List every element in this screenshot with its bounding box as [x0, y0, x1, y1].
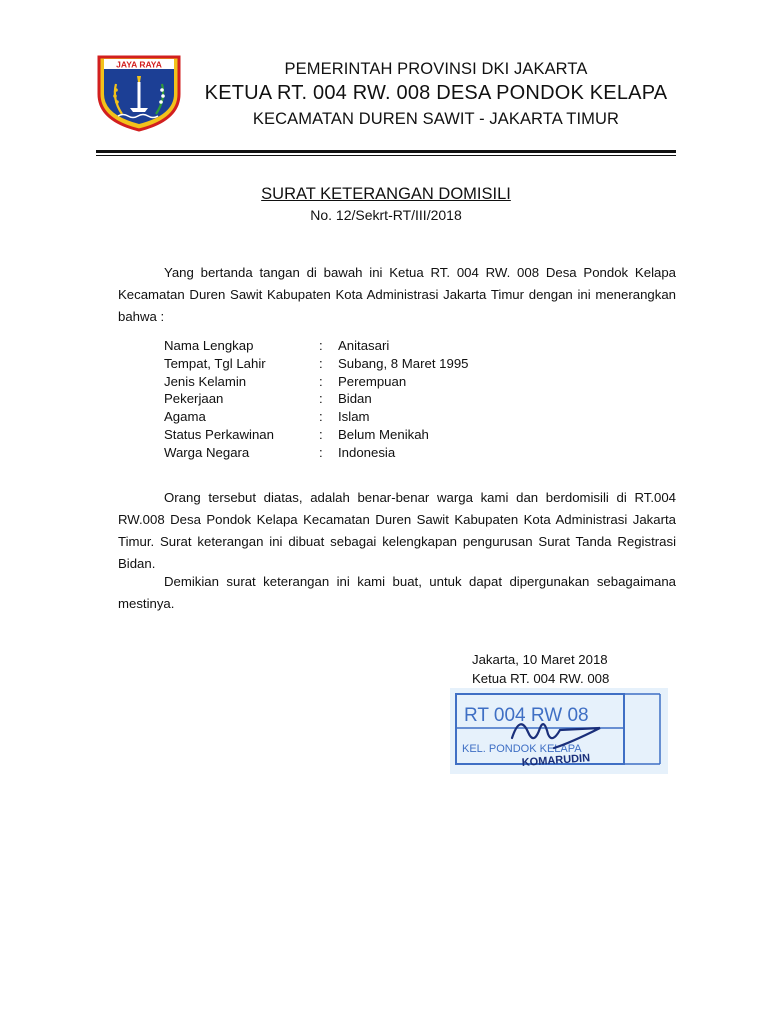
- closing-text: Demikian surat keterangan ini kami buat, untuk dapat dipergunakan sebagaimana mestinya.: [118, 574, 676, 611]
- field-value: Bidan: [338, 391, 372, 407]
- field-separator: :: [319, 338, 323, 353]
- signature-date: Jakarta, 10 Maret 2018: [472, 652, 608, 667]
- letterhead-province: PEMERINTAH PROVINSI DKI JAKARTA: [284, 60, 588, 78]
- field-label: Status Perkawinan: [164, 426, 274, 442]
- intro-text: Yang bertanda tangan di bawah ini Ketua RT. 004 RW. 008 Desa Pondok Kelapa Kecamatan Duren Sawit Kabupaten Kota Administrasi Jakarta Timur dengan ini menerangkan bahwa :: [118, 265, 676, 324]
- official-stamp: [450, 688, 668, 774]
- stamp-rt-rw-text: RT 004 RW 08: [464, 705, 589, 726]
- field-separator: :: [319, 355, 323, 371]
- field-separator: :: [319, 391, 323, 407]
- field-value: Anitasari: [338, 338, 390, 353]
- document-number: No. 12/Sekrt-RT/III/2018: [310, 207, 462, 223]
- field-row-gender: [164, 373, 584, 391]
- field-label: Pekerjaan: [164, 391, 224, 407]
- letterhead-divider-thick: [96, 150, 676, 153]
- dki-jakarta-emblem-logo: [96, 54, 182, 132]
- field-label: Jenis Kelamin: [164, 373, 247, 389]
- field-row-birth: [164, 355, 584, 373]
- stamp-kelurahan-text: KEL. PONDOK KELAPA: [462, 743, 582, 755]
- field-value: Subang, 8 Maret 1995: [338, 355, 469, 371]
- field-row-citizenship: [164, 444, 584, 462]
- field-value: Indonesia: [338, 444, 396, 460]
- field-row-religion: [164, 408, 584, 426]
- body-text: Orang tersebut diatas, adalah benar-benar warga kami dan berdomisili di RT.004 RW.008 Desa Pondok Kelapa Kecamatan Duren Sawit Kabupaten Kota Administrasi Jakarta Timur. Surat keterangan ini dibuat sebagai kelengkapan pengurusan Surat Tanda Registrasi Bidan.: [118, 490, 676, 571]
- field-separator: :: [319, 373, 323, 389]
- field-label: Warga Negara: [164, 444, 250, 460]
- letterhead-divider-thin: [96, 155, 676, 156]
- document-title: SURAT KETERANGAN DOMISILI: [261, 185, 511, 203]
- field-separator: :: [319, 426, 323, 442]
- field-row-name: [164, 337, 584, 355]
- field-separator: :: [319, 444, 323, 460]
- field-value: Islam: [338, 409, 370, 425]
- logo-motto-text: JAYA RAYA: [116, 59, 162, 70]
- field-label: Tempat, Tgl Lahir: [164, 355, 266, 371]
- field-value: Belum Menikah: [338, 426, 429, 442]
- field-label: Agama: [164, 409, 206, 425]
- field-value: Perempuan: [338, 373, 407, 389]
- resident-details: [164, 337, 584, 462]
- body-paragraph: [118, 487, 676, 575]
- field-row-marital-status: [164, 426, 584, 444]
- letterhead-kecamatan: KECAMATAN DUREN SAWIT - JAKARTA TIMUR: [252, 110, 620, 128]
- signature-role: Ketua RT. 004 RW. 008: [472, 671, 610, 686]
- closing-paragraph: [118, 571, 676, 615]
- intro-paragraph: [118, 262, 676, 328]
- signatory-name: KOMARUDIN: [521, 752, 591, 769]
- field-label: Nama Lengkap: [164, 338, 254, 353]
- letterhead-rt-rw: KETUA RT. 004 RW. 008 DESA PONDOK KELAPA: [204, 82, 668, 104]
- field-row-occupation: [164, 390, 584, 408]
- field-separator: :: [319, 409, 323, 425]
